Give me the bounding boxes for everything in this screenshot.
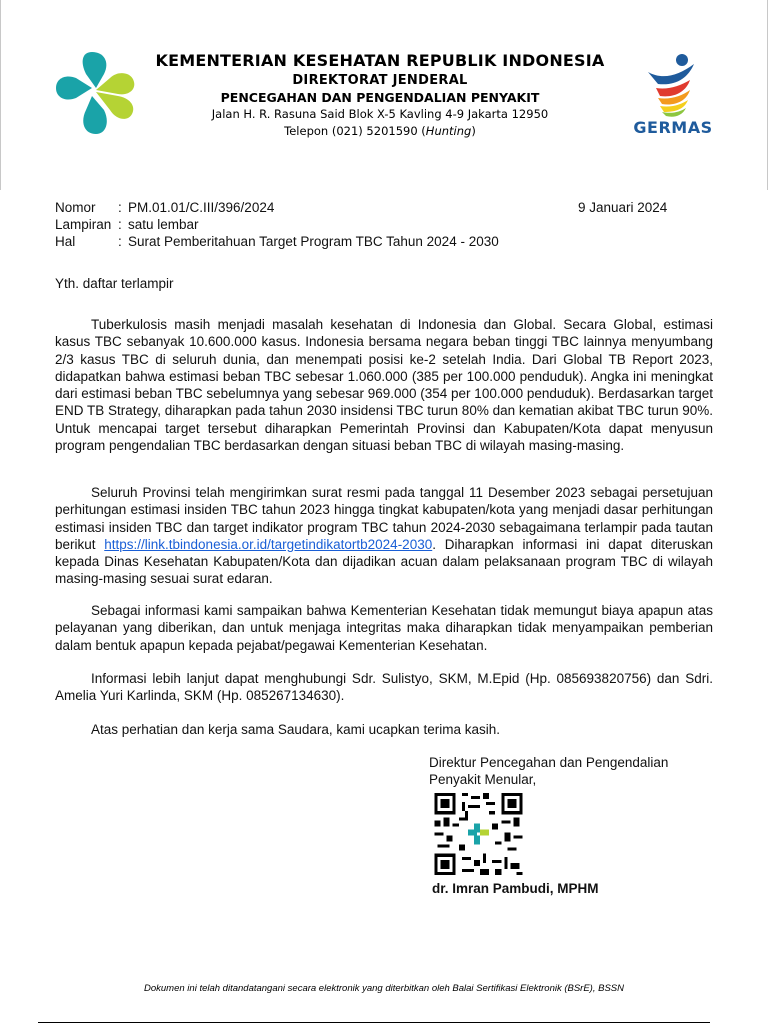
paragraph-4: Informasi lebih lanjut dapat menghubungi Sdr. Sulistyo, SKM, M.Epid (Hp. 085693820756) dan Sdri. Amelia Yuri Karlinda, SKM (Hp. 085267134630). bbox=[55, 671, 713, 704]
division-name: PENCEGAHAN DAN PENGENDALIAN PENYAKIT bbox=[220, 90, 540, 105]
ministry-name: KEMENTERIAN KESEHATAN REPUBLIK INDONESIA bbox=[155, 51, 605, 70]
paragraph-1: Tuberkulosis masih menjadi masalah kesehatan di Indonesia dan Global. Secara Global, estimasi kasus TBC sebanyak 10.600.000 kasus. Indonesia bersama negara beban tinggi TBC lainnya menyumbang 2/3 kasus TBC di seluruh dunia, dan menempati posisi ke-2 setelah India. Dari Global TB Report 2023, didapatkan bahwa estimasi beban TBC sebesar 1.060.000 (385 per 100.000 penduduk). Angka ini meningkat dari estimasi beban TBC sebelumnya yang sebesar 969.000 (354 per 100.000 penduduk). Berdasarkan target END TB Strategy, diharapkan pada tahun 2030 insidensi TBC turun 80% dan kematian akibat TBC turun 90%. Untuk mencapai target tersebut diharapkan Pemerintah Provinsi dan Kabupaten/Kota dapat menyusun program pengendalian TBC berdasarkan dengan situasi beban TBC di wilayah masing-masing. bbox=[55, 317, 713, 454]
signer-name: dr. Imran Pambudi, MPHM bbox=[432, 881, 599, 896]
germas-label: GERMAS bbox=[633, 118, 713, 137]
target-indicator-link[interactable]: https://link.tbindonesia.or.id/targetindikatortb2024-2030 bbox=[104, 536, 433, 552]
letter-number: PM.01.01/C.III/396/2024 bbox=[128, 200, 275, 215]
meta-row-lampiran: Lampiran : satu lembar bbox=[55, 217, 199, 232]
address: Jalan H. R. Rasuna Said Blok X-5 Kavling 4-9 Jakarta 12950 bbox=[211, 107, 549, 121]
meta-row-hal: Hal : Surat Pemberitahuan Target Program TBC Tahun 2024 - 2030 bbox=[55, 234, 499, 249]
paragraph-3: Sebagai informasi kami sampaikan bahwa Kementerian Kesehatan tidak memungut biaya apapun atas pelayanan yang diberikan, dan untuk menjaga integritas maka diharapkan tidak menyampaikan pemberian dalam bentuk apapun kepada pejabat/pegawai Kementerian Kesehatan. bbox=[55, 603, 713, 653]
qr-code-icon bbox=[434, 793, 523, 875]
signer-title: Direktur Pencegahan dan Pengendalian Penyakit Menular, bbox=[429, 755, 669, 787]
footer-divider bbox=[38, 1022, 710, 1023]
phone-hunting: Hunting bbox=[425, 124, 472, 138]
attachment-count: satu lembar bbox=[128, 217, 199, 232]
letter-date: 9 Januari 2024 bbox=[578, 200, 668, 215]
paragraph-5: Atas perhatian dan kerja sama Saudara, kami ucapkan terima kasih. bbox=[91, 722, 500, 737]
letter-meta bbox=[55, 199, 499, 250]
kemenkes-logo bbox=[52, 50, 142, 140]
page-edge-left bbox=[0, 0, 1, 190]
salutation: Yth. daftar terlampir bbox=[55, 276, 174, 291]
letter-subject: Surat Pemberitahuan Target Program TBC Tahun 2024 - 2030 bbox=[128, 234, 499, 249]
e-signature-footnote: Dokumen ini telah ditandatangani secara elektronik yang diterbitkan oleh Balai Sertifikasi Elektronik (BSrE), BSSN bbox=[144, 983, 624, 994]
meta-row-nomor: Nomor : PM.01.01/C.III/396/2024 bbox=[55, 200, 275, 215]
paragraph-2: Seluruh Provinsi telah mengirimkan surat resmi pada tanggal 11 Desember 2023 sebagai persetujuan perhitungan estimasi insiden TBC tahun 2023 hingga tingkat kabupaten/kota yang menjadi dasar perhitungan estimasi insiden TBC dan target indikator program TBC tahun 2024-2030 sebagaimana terlampir pada tautan berikut https://link.tbindonesia.or.id/targetindikatortb2024-2030. Diharapkan informasi ini dapat diteruskan kepada Dinas Kesehatan Kabupaten/Kota dan dijadikan acuan dalam pelaksanaan program TBC di wilayah masing-masing sesuai surat edaran. bbox=[55, 485, 713, 587]
directorate-name: DIREKTORAT JENDERAL bbox=[292, 73, 468, 88]
letterhead bbox=[140, 50, 620, 140]
phone: Telepon (021) 5201590 (Hunting) bbox=[284, 124, 476, 138]
